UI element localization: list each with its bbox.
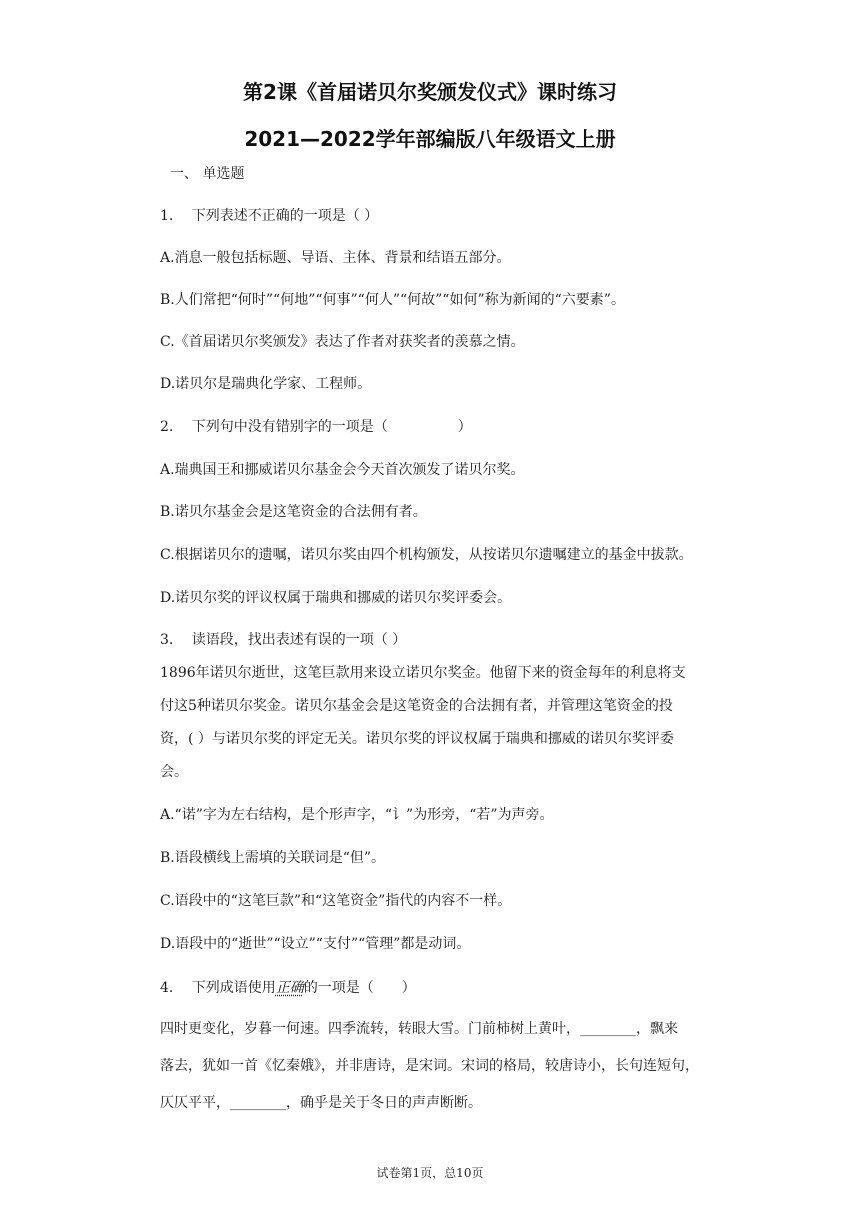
question-3-passage-line: 会。	[160, 764, 188, 780]
question-2-stem: 2. 下列句中没有错别字的一项是（ ）	[160, 419, 472, 435]
question-3-option-c: C.语段中的“这笔巨款”和“这笔资金”指代的内容不一样。	[160, 893, 512, 909]
question-1-option-b: B.人们常把“何时”“何地”“何事”“何人”“何故”“如何”称为新闻的“六要素”。	[160, 292, 625, 308]
question-2-option-b: B.诺贝尔基金会是这笔资金的合法佣有者。	[160, 504, 427, 520]
question-3-passage-line: 1896年诺贝尔逝世，这笔巨款用来设立诺贝尔奖金。他留下来的资金每年的利息将支	[160, 665, 686, 681]
question-3-passage-line: 资，( ）与诺贝尔奖的评定无关。诺贝尔奖的评议权属于瑞典和挪威的诺贝尔奖评委	[160, 731, 674, 747]
question-4-stem-suffix: 的一项是（ ）	[303, 980, 416, 996]
question-3-option-d: D.语段中的“逝世”“设立”“支付”“管理”都是动词。	[160, 936, 471, 952]
question-1-option-c: C.《首届诺贝尔奖颁发》表达了作者对获奖者的羡慕之情。	[160, 334, 525, 350]
question-1-option-d: D.诺贝尔是瑞典化学家、工程师。	[160, 376, 372, 392]
question-3-stem: 3. 读语段，找出表述有误的一项（ ）	[160, 632, 407, 648]
question-3-option-b: B.语段横线上需填的关联词是“但”。	[160, 850, 386, 866]
question-4-stem	[160, 979, 740, 997]
section-heading: 一、 单选题	[170, 166, 245, 182]
question-4-passage-line: 仄仄平平，________，确乎是关于冬日的声声断断。	[160, 1095, 482, 1111]
page-footer: 试卷第1页，总10页	[376, 1166, 484, 1180]
question-4-stem-emphasis: 正确	[275, 980, 304, 996]
question-1-stem: 1. 下列表述不正确的一项是（ ）	[160, 208, 379, 224]
question-3-passage-line: 付这5种诺贝尔奖金。诺贝尔基金会是这笔资金的合法拥有者，并管理这笔资金的投	[160, 698, 673, 714]
question-1-option-a: A.消息一般包括标题、导语、主体、背景和结语五部分。	[160, 250, 511, 266]
question-4-passage-line: 落去，犹如一首《忆秦娥》，并非唐诗，是宋词。宋词的格局，较唐诗小，长句连短句，	[160, 1058, 699, 1074]
question-2-option-a: A.瑞典国王和挪威诺贝尔基金会今天首次颁发了诺贝尔奖。	[160, 462, 525, 478]
question-3-option-a: A.“诺”字为左右结构，是个形声字，“讠”为形旁，“若”为声旁。	[160, 807, 554, 823]
question-2-option-c: C.根据诺贝尔的遗嘱，诺贝尔奖由四个机构颁发，从按诺贝尔遗嘱建立的基金中拔款。	[160, 547, 693, 563]
question-2-option-d: D.诺贝尔奖的评议权属于瑞典和挪威的诺贝尔奖评委会。	[160, 590, 512, 606]
page-title: 第2课《首届诺贝尔奖颁发仪式》课时练习	[243, 80, 617, 104]
question-4-passage-line: 四时更变化，岁暮一何速。四季流转，转眼大雪。门前柿树上黄叶，________，飘来	[160, 1021, 678, 1037]
page-subtitle: 2021—2022学年部编版八年级语文上册	[244, 127, 616, 151]
question-4-stem-prefix: 4. 下列成语使用	[160, 980, 276, 996]
